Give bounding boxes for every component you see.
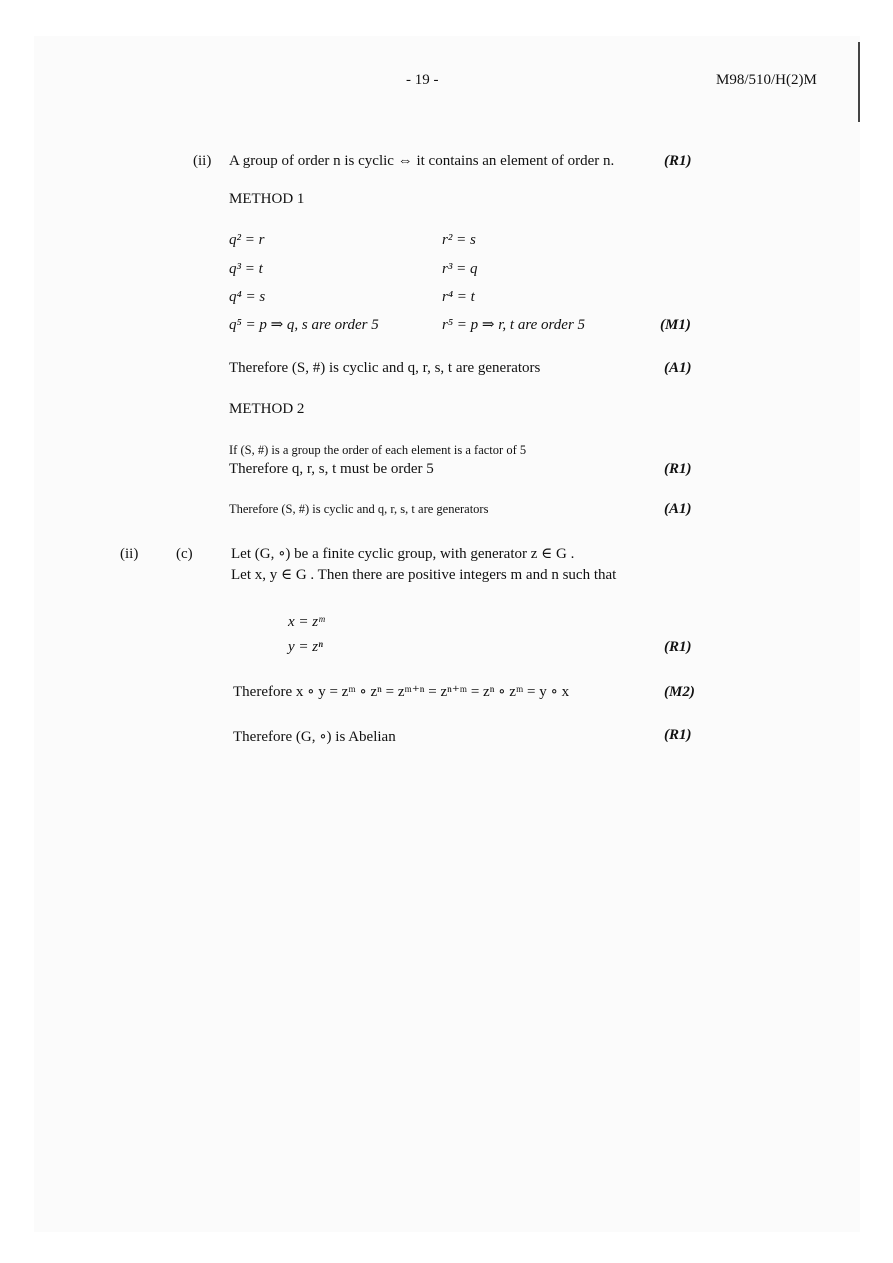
equation-x: x = zᵐ	[288, 614, 325, 630]
commutativity-line: Therefore x ∘ y = zᵐ ∘ zⁿ = zᵐ⁺ⁿ = zⁿ⁺ᵐ = zⁿ ∘ zᵐ = y ∘ x	[233, 684, 570, 700]
method1-left-line: q² = r	[229, 232, 265, 248]
method2-line3: Therefore (S, #) is cyclic and q, r, s, t are generators	[229, 502, 489, 516]
method2-line2: Therefore q, r, s, t must be order 5	[229, 461, 434, 477]
method2-line2-mark: (R1)	[664, 461, 692, 477]
part-c-label: (c)	[176, 546, 193, 562]
part-c-ii-label: (ii)	[120, 546, 139, 562]
method1-right-line: r² = s	[442, 232, 476, 248]
equation-y: y = zⁿ	[288, 639, 323, 655]
commutativity-mark: (M2)	[664, 684, 695, 700]
page-sheet	[34, 36, 860, 1232]
method2-line1: If (S, #) is a group the order of each element is a factor of 5	[229, 443, 527, 457]
group-order-statement: A group of order n is cyclic ⇔ it contains an element of order n.	[229, 153, 615, 169]
equation-mark: (R1)	[664, 639, 692, 655]
method1-left-line: q⁴ = s	[229, 289, 266, 305]
method2-line3-mark: (A1)	[664, 501, 692, 517]
document-code: M98/510/H(2)M	[716, 72, 817, 88]
method1-left-line: q⁵ = p ⇒ q, s are order 5	[229, 317, 379, 333]
method1-conclusion: Therefore (S, #) is cyclic and q, r, s, t are generators	[229, 360, 541, 376]
method2-heading: METHOD 2	[229, 401, 305, 417]
page-number: - 19 -	[406, 72, 439, 88]
method1-left-line: q³ = t	[229, 261, 263, 277]
method1-conclusion-mark: (A1)	[664, 360, 692, 376]
method1-right-line: r⁴ = t	[442, 289, 475, 305]
part-c-intro-line2: Let x, y ∈ G . Then there are positive integers m and n such that	[231, 567, 617, 583]
method1-mark: (M1)	[660, 317, 691, 333]
method1-heading: METHOD 1	[229, 191, 305, 207]
statement-mark: (R1)	[664, 153, 692, 169]
method1-right-line: r³ = q	[442, 261, 478, 277]
abelian-conclusion: Therefore (G, ∘) is Abelian	[233, 729, 396, 745]
method1-right-line: r⁵ = p ⇒ r, t are order 5	[442, 317, 586, 333]
part-ii-label: (ii)	[193, 153, 212, 169]
margin-line	[858, 42, 860, 122]
part-c-intro-line1: Let (G, ∘) be a finite cyclic group, with generator z ∈ G .	[231, 546, 575, 562]
abelian-conclusion-mark: (R1)	[664, 727, 692, 743]
